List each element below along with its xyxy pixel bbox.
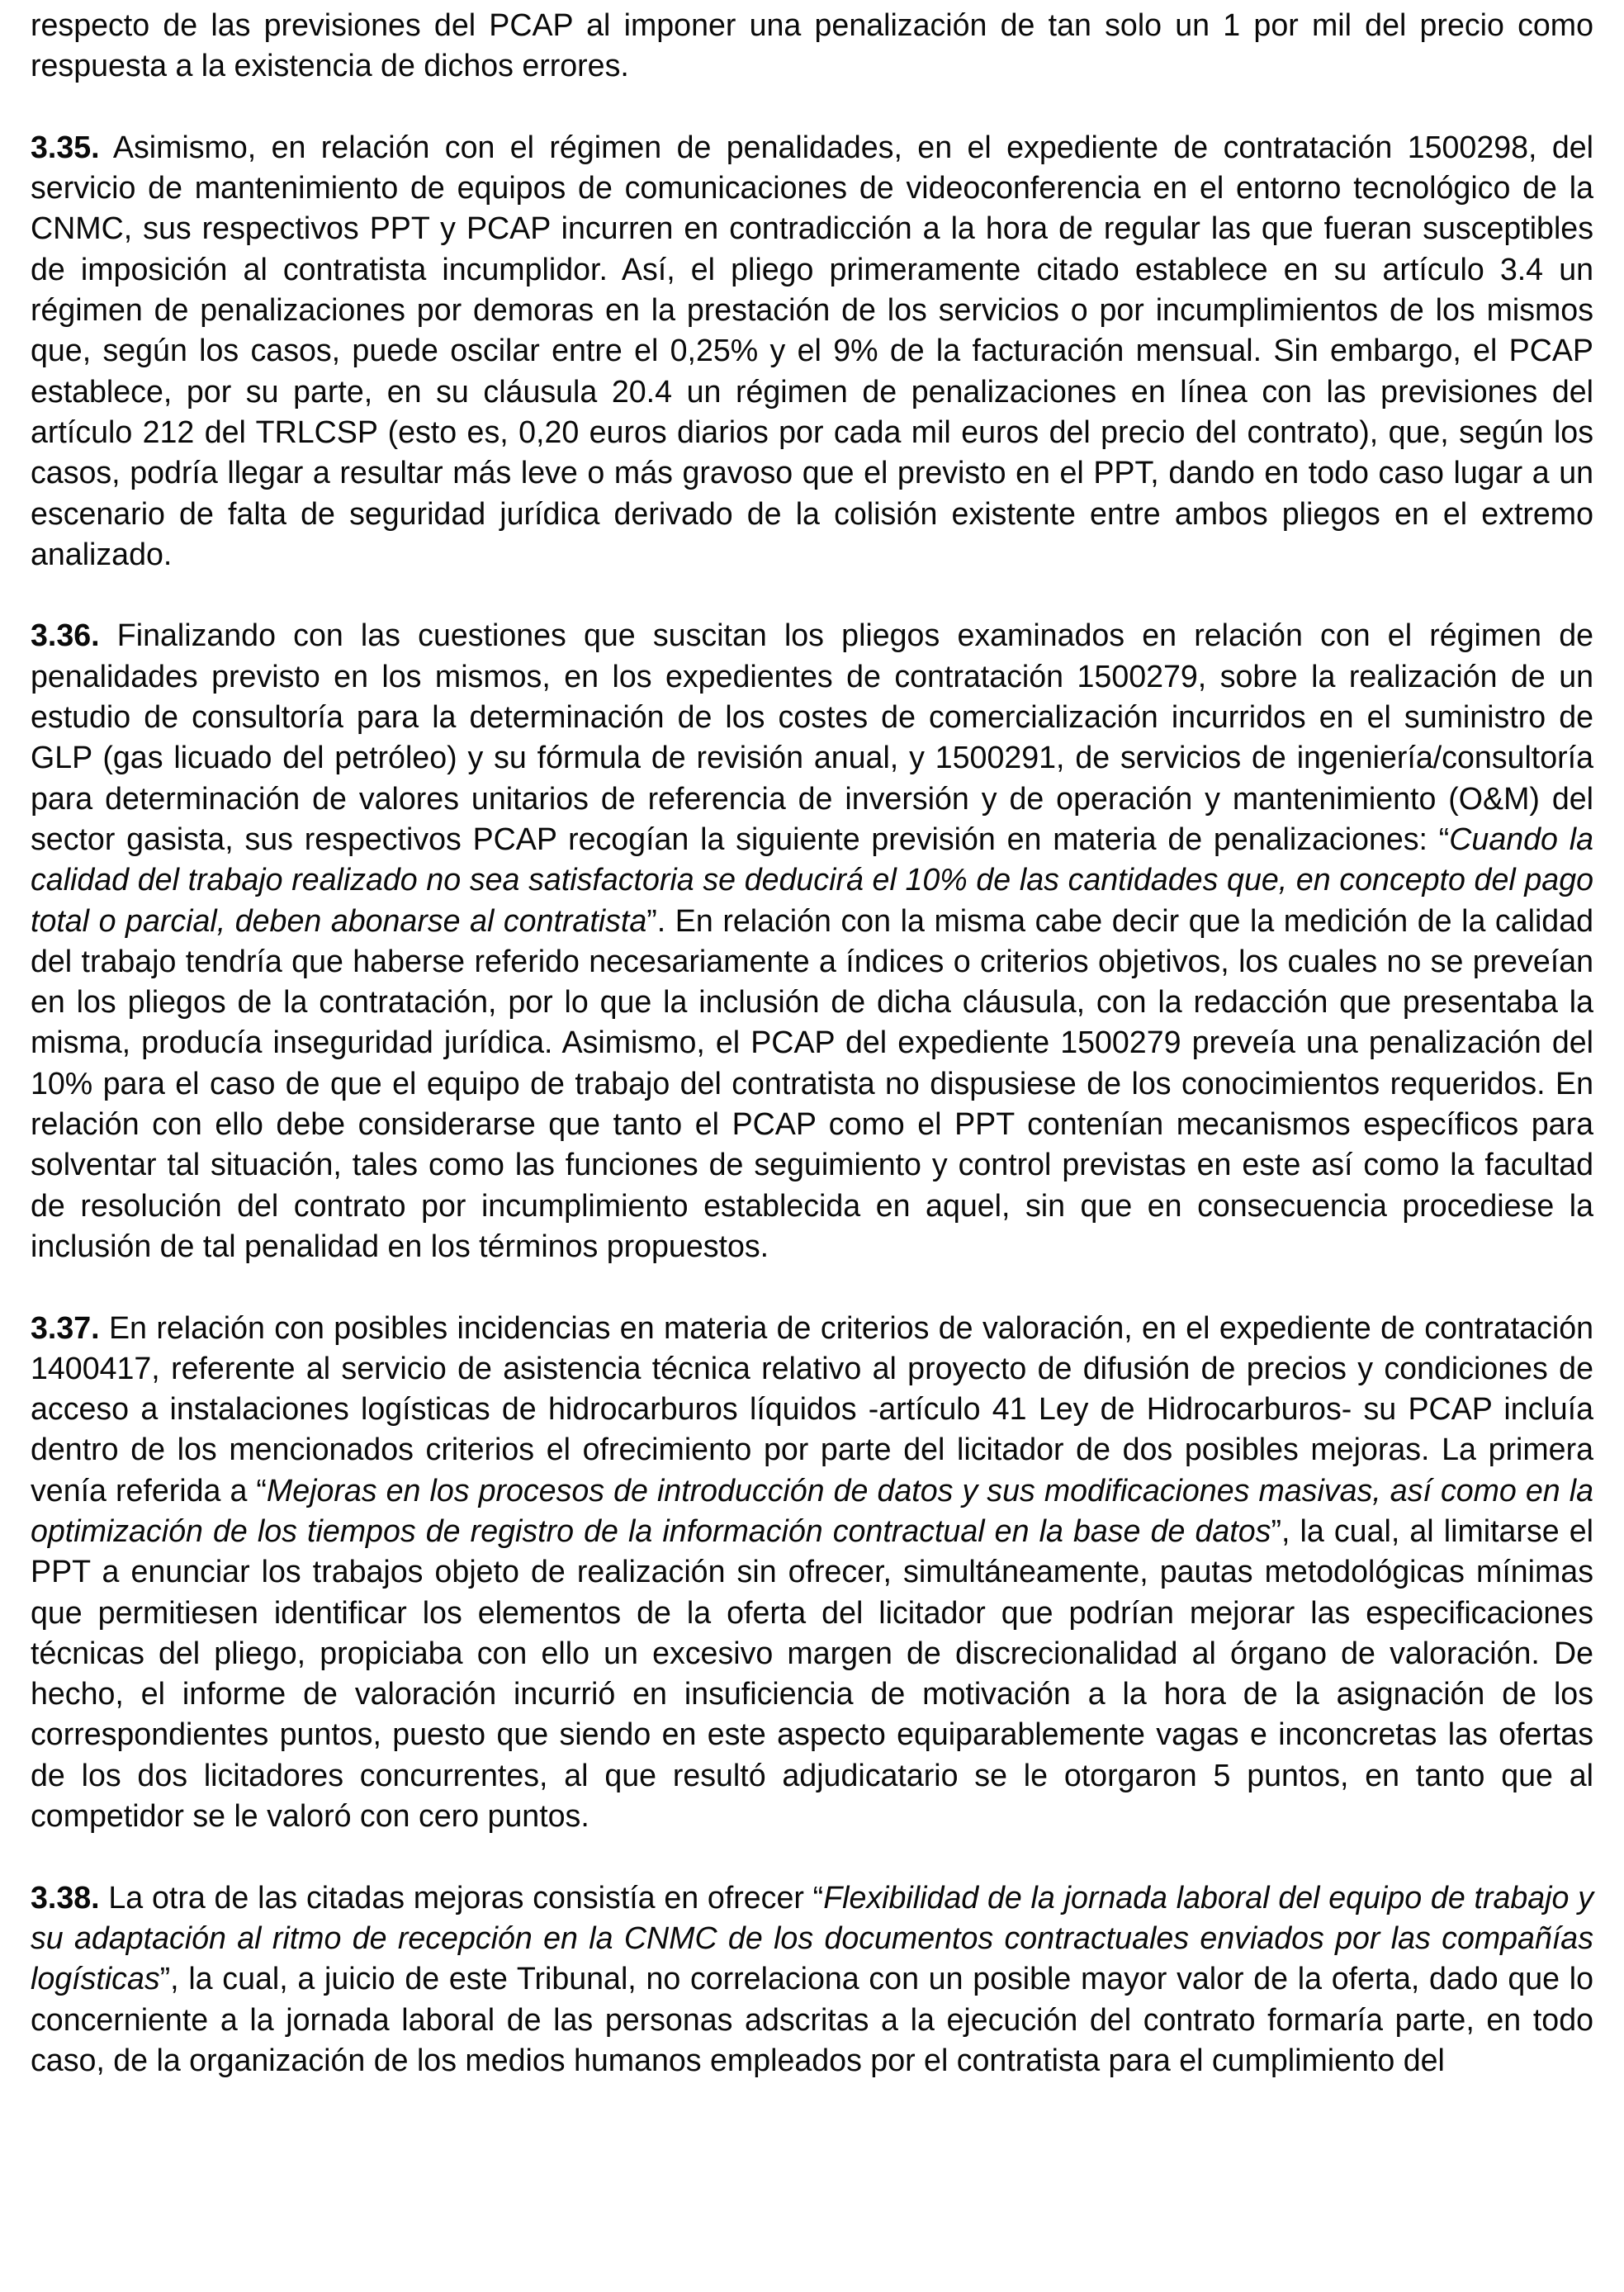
paragraph-3-38 xyxy=(31,1878,1593,2081)
quoted-clause: Mejoras en los procesos de introducción de datos y sus modificaciones masivas, así como en la optimización de los tiempos de registro de la información contractual en la base de datos xyxy=(31,1472,1593,1548)
paragraph-continuation xyxy=(31,5,1593,87)
paragraph-number: 3.36. xyxy=(31,618,100,653)
paragraph-text: ”, la cual, a juicio de este Tribunal, no correlaciona con un posible mayor valor de la oferta, dado que lo concerniente a la jornada laboral de las personas adscritas a la ejecución del contrato formaría parte, en todo caso, de la organización de los medios humanos empleados por el contratista para el cumplimiento del xyxy=(31,1961,1593,2077)
paragraph-text: La otra de las citadas mejoras consistía en ofrecer “ xyxy=(99,1879,824,1915)
paragraph-text: ”. En relación con la misma cabe decir que la medición de la calidad del trabajo tendría que haberse referido necesariamente a índices o criterios objetivos, los cuales no se preveían en los pliegos de la contratación, por lo que la inclusión de dicha cláusula, con la redacción que presentaba la misma, producía inseguridad jurídica. Asimismo, el PCAP del expediente 1500279 preveía una penalización del 10% para el caso de que el equipo de trabajo del contratista no dispusiese de los conocimientos requeridos. En relación con ello debe considerarse que tanto el PCAP como el PPT contenían mecanismos específicos para solventar tal situación, tales como las funciones de seguimiento y control previstas en este así como la facultad de resolución del contrato por incumplimiento establecida en aquel, sin que en consecuencia procediese la inclusión de tal penalidad en los términos propuestos. xyxy=(31,902,1593,1263)
paragraph-3-36 xyxy=(31,615,1593,1267)
paragraph-text: Finalizando con las cuestiones que suscitan los pliegos examinados en relación con el régimen de penalidades previsto en los mismos, en los expedientes de contratación 1500279, sobre la realización de un estudio de consultoría para la determinación de los costes de comercialización incurridos en el suministro de GLP (gas licuado del petróleo) y su fórmula de revisión anual, y 1500291, de servicios de ingeniería/consultoría para determinación de valores unitarios de referencia de inversión y de operación y mantenimiento (O&M) del sector gasista, sus respectivos PCAP recogían la siguiente previsión en materia de penalizaciones: “ xyxy=(31,618,1593,856)
paragraph-number: 3.38. xyxy=(31,1879,100,1915)
paragraph-3-37 xyxy=(31,1308,1593,1837)
paragraph-number: 3.37. xyxy=(31,1309,100,1345)
quoted-clause: Flexibilidad de la jornada laboral del equipo de trabajo y su adaptación al ritmo de recepción en la CNMC de los documentos contractuales enviados por las compañías logísticas xyxy=(31,1879,1593,1996)
paragraph-text: respecto de las previsiones del PCAP al imponer una penalización de tan solo un 1 por mil del precio como respuesta a la existencia de dichos errores. xyxy=(31,7,1593,83)
paragraph-3-35 xyxy=(31,127,1593,575)
paragraph-number: 3.35. xyxy=(31,129,100,164)
paragraph-text: ”, la cual, al limitarse el PPT a enunciar los trabajos objeto de realización sin ofrecer, simultáneamente, pautas metodológicas mínimas que permitiesen identificar los elementos de la oferta del licitador que podrían mejorar las especificaciones técnicas del pliego, propiciaba con ello un excesivo margen de discrecionalidad al órgano de valoración. De hecho, el informe de valoración incurrió en insuficiencia de motivación a la hora de la asignación de los correspondientes puntos, puesto que siendo en este aspecto equiparablemente vagas e inconcretas las ofertas de los dos licitadores concurrentes, al que resultó adjudicatario se le otorgaron 5 puntos, en tanto que al competidor se le valoró con cero puntos. xyxy=(31,1513,1594,1834)
quoted-clause: Cuando la calidad del trabajo realizado no sea satisfactoria se deducirá el 10% de las cantidades que, en concepto del pago total o parcial, deben abonarse al contratista xyxy=(31,821,1593,938)
document-page xyxy=(31,5,1593,2121)
paragraph-text: En relación con posibles incidencias en materia de criterios de valoración, en el expediente de contratación 1400417, referente al servicio de asistencia técnica relativo al proyecto de difusión de precios y condiciones de acceso a instalaciones logísticas de hidrocarburos líquidos -artículo 41 Ley de Hidrocarburos- su PCAP incluía dentro de los mencionados criterios el ofrecimiento por parte del licitador de dos posibles mejoras. La primera venía referida a “ xyxy=(31,1309,1593,1508)
paragraph-text: Asimismo, en relación con el régimen de penalidades, en el expediente de contratación 1500298, del servicio de mantenimiento de equipos de comunicaciones de videoconferencia en el entorno tecnológico de la CNMC, sus respectivos PPT y PCAP incurren en contradicción a la hora de regular las que fueran susceptibles de imposición al contratista incumplidor. Así, el pliego primeramente citado establece en su artículo 3.4 un régimen de penalizaciones por demoras en la prestación de los servicios o por incumplimientos de los mismos que, según los casos, puede oscilar entre el 0,25% y el 9% de la facturación mensual. Sin embargo, el PCAP establece, por su parte, en su cláusula 20.4 un régimen de penalizaciones en línea con las previsiones del artículo 212 del TRLCSP (esto es, 0,20 euros diarios por cada mil euros del precio del contrato), que, según los casos, podría llegar a resultar más leve o más gravoso que el previsto en el PPT, dando en todo caso lugar a un escenario de falta de seguridad jurídica derivado de la colisión existente entre ambos pliegos en el extremo analizado. xyxy=(31,129,1593,571)
